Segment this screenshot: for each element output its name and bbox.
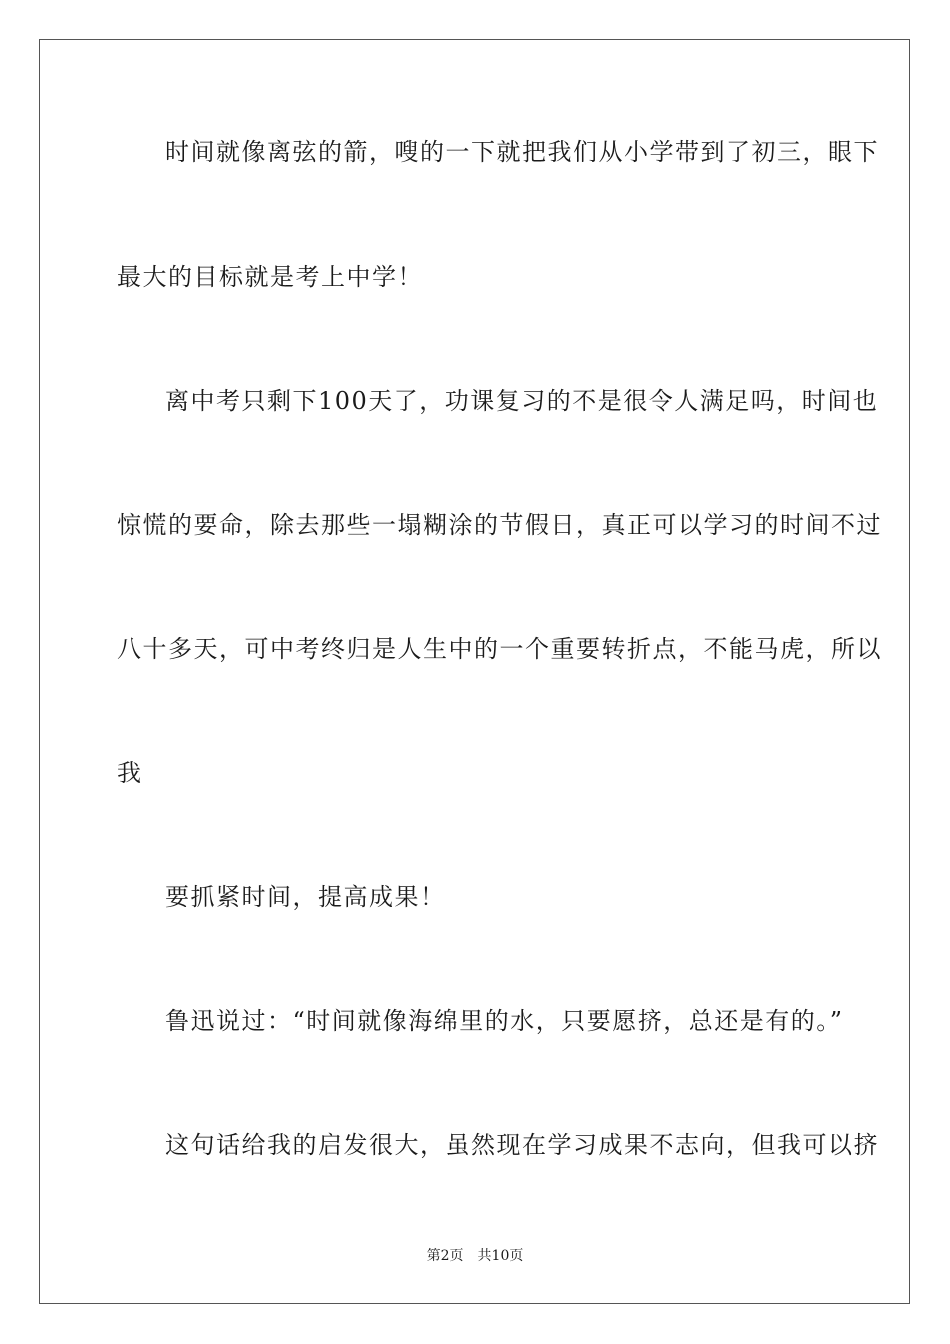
paragraph-line: 要抓紧时间，提高成果！ (165, 883, 446, 911)
page-border (39, 39, 910, 1304)
paragraph-line: 离中考只剩下100天了，功课复习的不是很令人满足吗，时间也 (165, 387, 879, 415)
paragraph-line: 最大的目标就是考上中学！ (117, 263, 423, 291)
page-number-footer: 第2页 共10页 (426, 1248, 524, 1264)
paragraph-line: 鲁迅说过：“时间就像海绵里的水，只要愿挤，总还是有的。” (165, 1007, 844, 1035)
paragraph-line: 时间就像离弦的箭，嗖的一下就把我们从小学带到了初三，眼下 (165, 138, 879, 166)
paragraph-line: 这句话给我的启发很大，虽然现在学习成果不志向，但我可以挤 (165, 1131, 879, 1159)
paragraph-line: 八十多天，可中考终归是人生中的一个重要转折点，不能马虎，所以 (117, 635, 882, 663)
paragraph-line: 我 (117, 759, 143, 787)
paragraph-line: 惊慌的要命，除去那些一塌糊涂的节假日，真正可以学习的时间不过 (117, 511, 882, 539)
